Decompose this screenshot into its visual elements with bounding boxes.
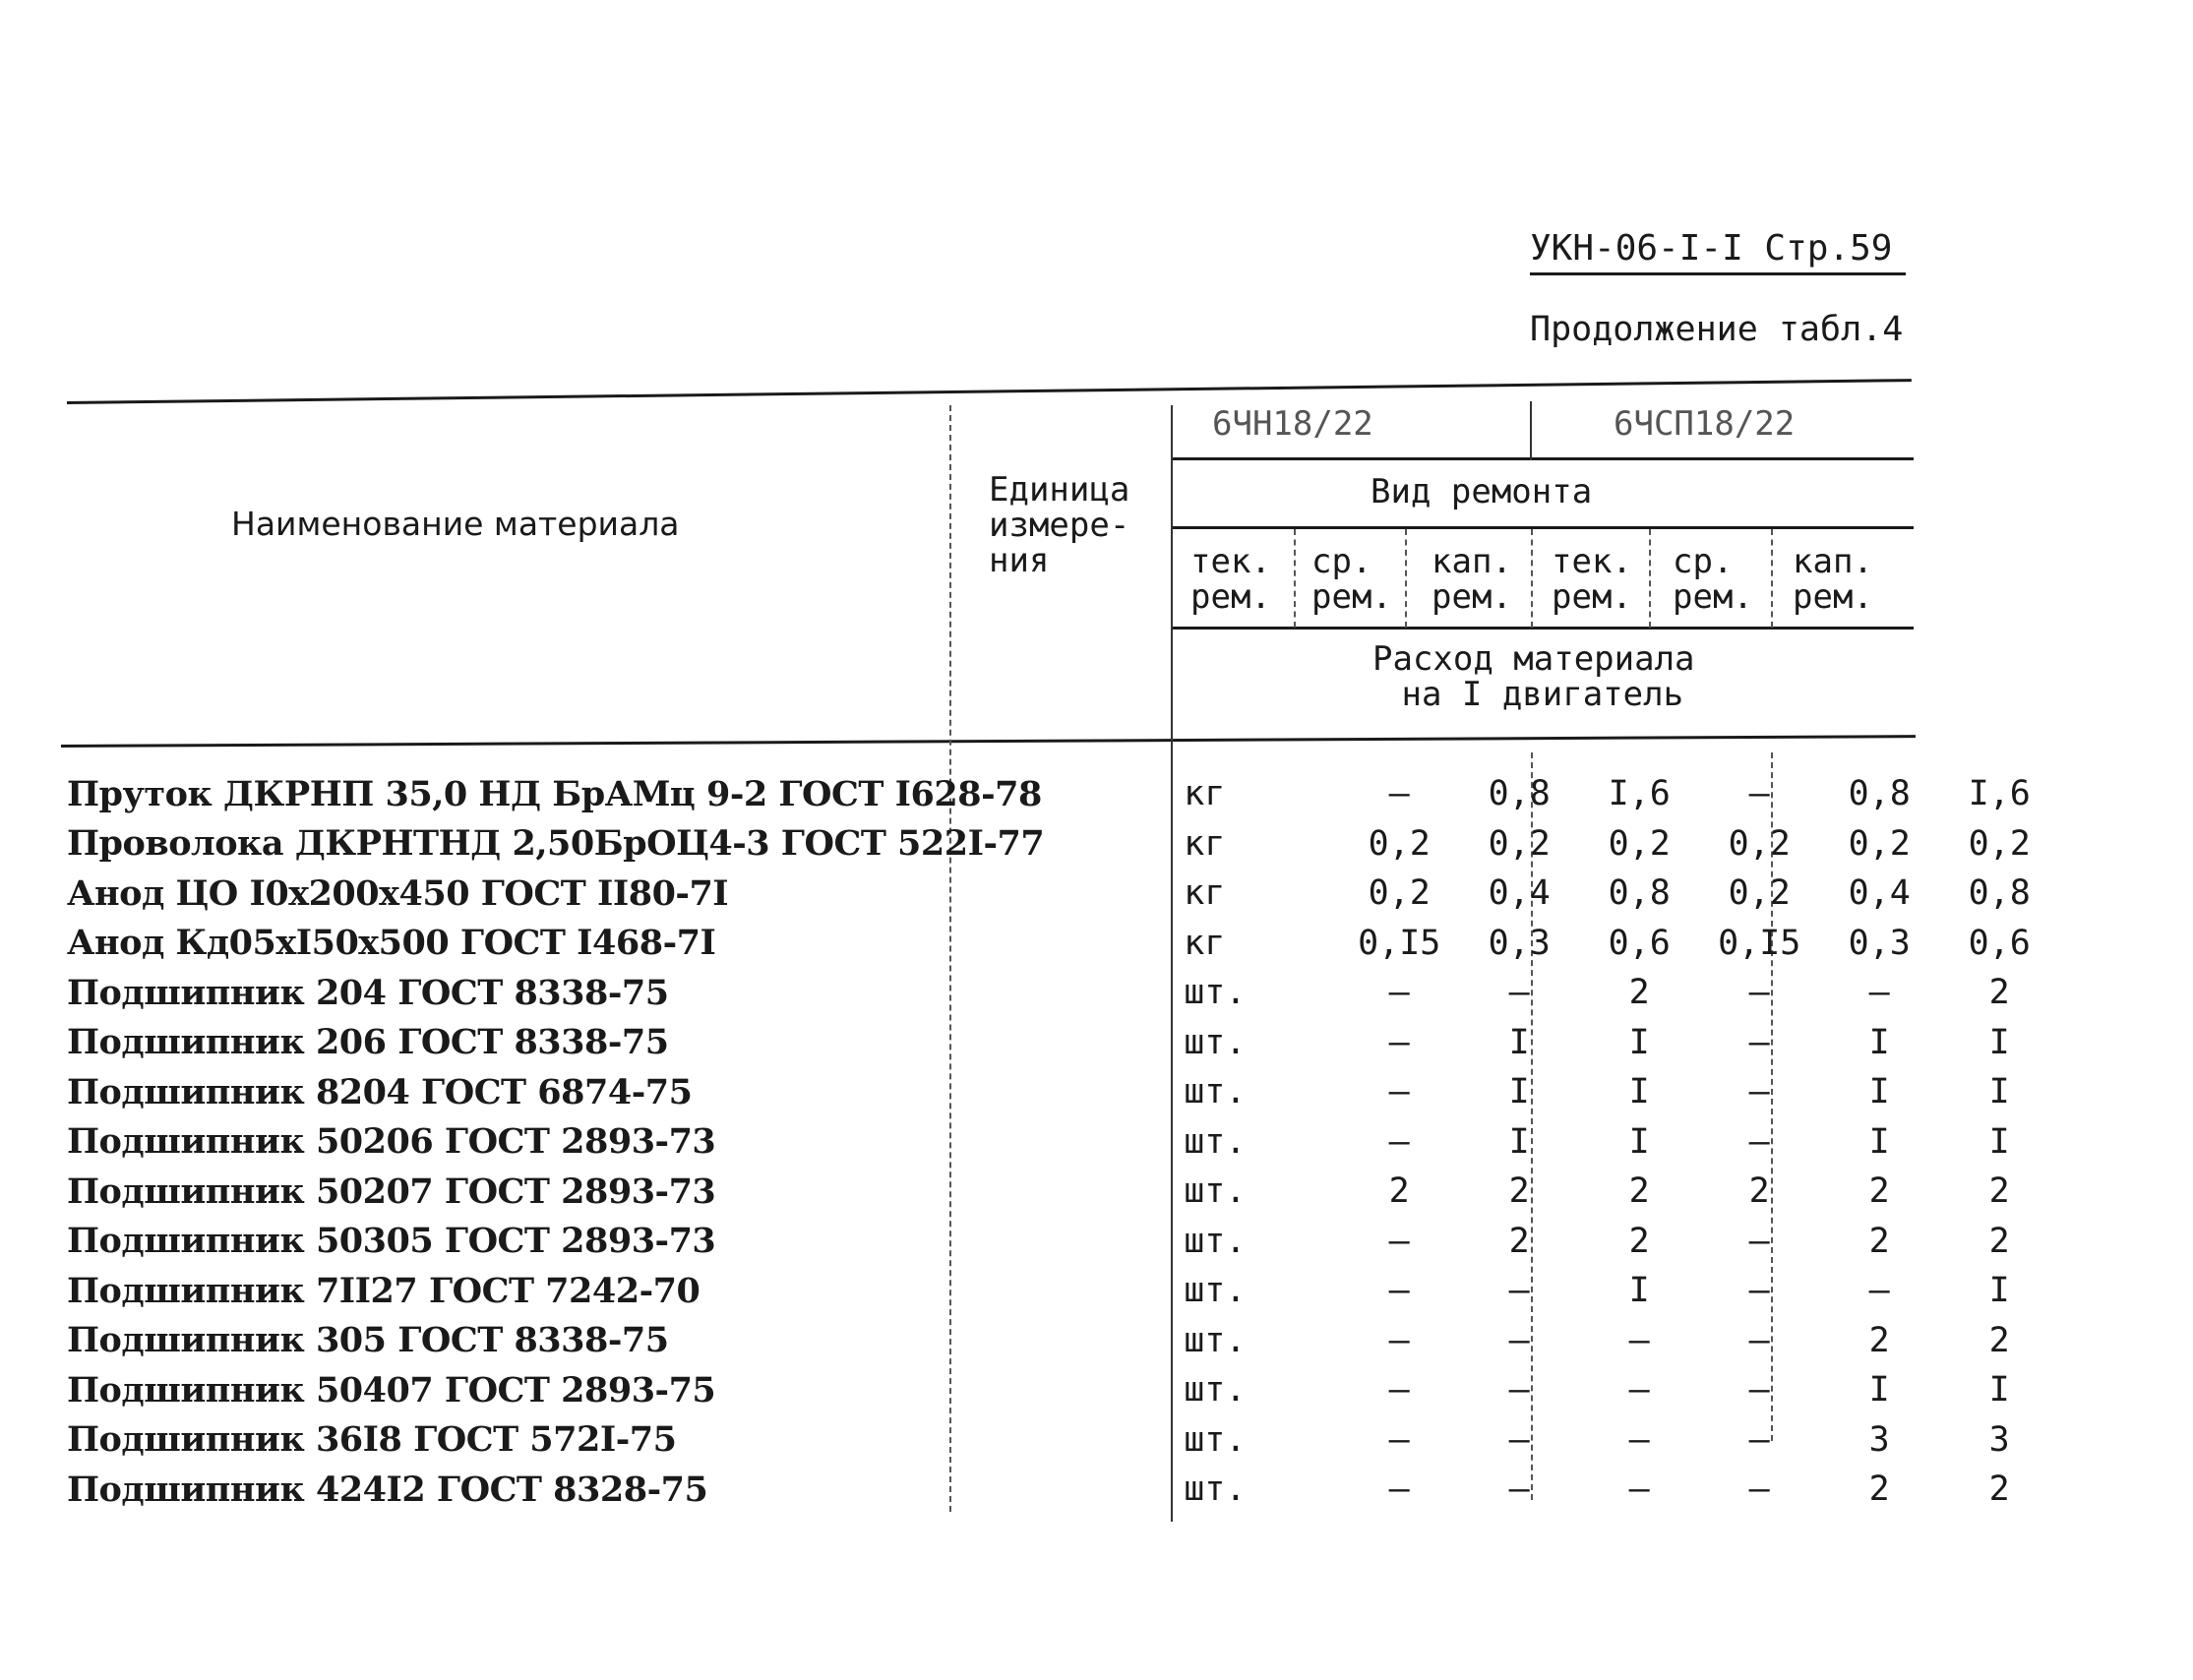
consumption-value-cell: I [1988, 1271, 2010, 1311]
consumption-value-cell: – [1388, 1221, 1410, 1261]
table-top-rule [67, 379, 1912, 404]
unit-cell: шт. [1184, 1271, 1247, 1311]
consumption-value-cell: – [1868, 973, 1890, 1013]
consumption-value-cell: – [1748, 1221, 1770, 1261]
consumption-value-cell: 2 [1868, 1470, 1890, 1510]
consumption-value-cell: 3 [1868, 1419, 1890, 1460]
unit-cell: шт. [1184, 1022, 1247, 1062]
table-continuation-note: Продолжение табл.4 [1530, 310, 1904, 349]
consumption-value-cell: I [1628, 1121, 1650, 1162]
consumption-value-cell: – [1628, 1320, 1650, 1360]
consumption-value-cell: 0,I5 [1358, 923, 1441, 963]
consumption-value-cell: 2 [1868, 1221, 1890, 1261]
unit-header [989, 472, 1129, 578]
material-name-cell: Подшипник 7II27 ГОСТ 7242-70 [67, 1270, 701, 1311]
consumption-value-cell: – [1508, 1470, 1530, 1510]
consumption-value-cell: I [1508, 1072, 1530, 1112]
consumption-value-cell: 2 [1868, 1320, 1890, 1360]
table-row [67, 1217, 2059, 1267]
consumption-header-line-2: на I двигатель [1401, 675, 1684, 714]
table-row [67, 1266, 2059, 1316]
repair-col-6-line-2: рем. [1793, 577, 1873, 617]
repair-col-2-line-1: ср. [1311, 542, 1372, 581]
unit-cell: шт. [1184, 1221, 1247, 1261]
material-name-cell: Подшипник 50407 ГОСТ 2893-75 [67, 1369, 716, 1410]
consumption-value-cell: 2 [1628, 1171, 1650, 1212]
consumption-value-cell: – [1388, 1072, 1410, 1112]
material-name-cell: Подшипник 50305 ГОСТ 2893-73 [67, 1221, 716, 1262]
consumption-value-cell: I [1868, 1370, 1890, 1410]
unit-cell: кг [1184, 823, 1226, 864]
consumption-value-cell: – [1748, 774, 1770, 814]
consumption-value-cell: – [1748, 1271, 1770, 1311]
unit-cell: шт. [1184, 1470, 1247, 1510]
table-row [67, 1018, 2059, 1068]
consumption-value-cell: 2 [1748, 1171, 1770, 1212]
consumption-value-cell: 0,2 [1488, 823, 1551, 864]
unit-cell: шт. [1184, 1419, 1247, 1460]
consumption-value-cell: 2 [1868, 1171, 1890, 1212]
consumption-value-cell: 0,3 [1848, 923, 1911, 963]
repair-col-3-line-1: кап. [1432, 542, 1512, 581]
consumption-value-cell: 2 [1988, 1320, 2010, 1360]
material-name-cell: Подшипник 424I2 ГОСТ 8328-75 [67, 1469, 708, 1510]
consumption-value-cell: 0,8 [1608, 873, 1671, 914]
table-row [67, 869, 2059, 919]
unit-cell: шт. [1184, 1072, 1247, 1112]
repair-type-header: Вид ремонта [1371, 472, 1593, 511]
header-bottom-rule [61, 735, 1916, 748]
material-name-cell: Подшипник 206 ГОСТ 8338-75 [67, 1022, 669, 1063]
consumption-value-cell: I [1628, 1271, 1650, 1311]
unit-cell: кг [1184, 873, 1226, 914]
material-name-header: Наименование материала [231, 505, 680, 543]
repair-type-rule [1171, 526, 1914, 529]
unit-cell: шт. [1184, 1171, 1247, 1212]
unit-cell: шт. [1184, 973, 1247, 1013]
repair-col-1 [1190, 544, 1271, 615]
consumption-value-cell: – [1388, 774, 1410, 814]
unit-header-line-3: ния [989, 541, 1050, 580]
consumption-value-cell: 2 [1628, 1221, 1650, 1261]
repair-col-3-line-2: рем. [1432, 577, 1512, 617]
document-code: УКН-06-I-I Стр.59 [1530, 228, 1906, 275]
consumption-value-cell: – [1388, 1320, 1410, 1360]
consumption-value-cell: 0,6 [1608, 923, 1671, 963]
consumption-value-cell: – [1748, 1121, 1770, 1162]
consumption-value-cell: 0,6 [1968, 923, 2031, 963]
unit-header-line-2: измере- [989, 506, 1130, 545]
consumption-value-cell: – [1388, 1121, 1410, 1162]
col-sep-4 [1649, 529, 1651, 628]
consumption-value-cell: I,6 [1968, 774, 2031, 814]
consumption-value-cell: 0,3 [1488, 923, 1551, 963]
consumption-value-cell: 2 [1988, 973, 2010, 1013]
consumption-value-cell: 2 [1988, 1221, 2010, 1261]
consumption-value-cell: I [1508, 1121, 1530, 1162]
consumption-value-cell: 0,4 [1848, 873, 1911, 914]
consumption-value-cell: I,6 [1608, 774, 1671, 814]
unit-cell: шт. [1184, 1370, 1247, 1410]
consumption-value-cell: – [1508, 1370, 1530, 1410]
material-name-cell: Подшипник 36I8 ГОСТ 572I-75 [67, 1419, 677, 1461]
consumption-value-cell: – [1628, 1470, 1650, 1510]
consumption-header-line-1: Расход материала [1372, 639, 1695, 679]
consumption-value-cell: 0,2 [1848, 823, 1911, 864]
table-row [67, 1316, 2059, 1366]
consumption-value-cell: 0,2 [1728, 823, 1791, 864]
consumption-value-cell: – [1388, 1271, 1410, 1311]
consumption-value-cell: – [1748, 973, 1770, 1013]
repair-col-5-line-1: ср. [1673, 542, 1734, 581]
consumption-value-cell: – [1628, 1370, 1650, 1410]
consumption-value-cell: 2 [1508, 1221, 1530, 1261]
consumption-value-cell: 0,8 [1488, 774, 1551, 814]
repair-col-5 [1673, 544, 1753, 615]
table-row [67, 1167, 2059, 1217]
material-name-cell: Подшипник 8204 ГОСТ 6874-75 [67, 1071, 693, 1112]
material-name-cell: Проволока ДКРНТНД 2,50БрОЦ4-3 ГОСТ 522I-77 [67, 823, 1045, 865]
repair-col-2 [1311, 544, 1392, 615]
unit-header-line-1: Единица [989, 470, 1130, 510]
consumption-value-cell: 0,8 [1848, 774, 1911, 814]
unit-cell: кг [1184, 774, 1226, 814]
consumption-value-cell: 2 [1988, 1171, 2010, 1212]
material-name-cell: Пруток ДКРНП 35,0 НД БрАМц 9-2 ГОСТ I628-78 [67, 773, 1042, 814]
table-row [67, 769, 2059, 819]
repair-col-4 [1552, 544, 1632, 615]
consumption-value-cell: – [1748, 1470, 1770, 1510]
col-sep-1 [1294, 529, 1296, 628]
material-name-cell: Анод Кд05хI50х500 ГОСТ I468-7I [67, 923, 716, 964]
consumption-value-cell: 0,8 [1968, 873, 2031, 914]
table-row [67, 1365, 2059, 1415]
engine-separator-line [1530, 401, 1532, 460]
consumption-value-cell: – [1508, 1320, 1530, 1360]
consumption-value-cell: 0,2 [1368, 823, 1431, 864]
repair-col-6-line-1: кап. [1793, 542, 1873, 581]
repair-col-1-line-2: рем. [1190, 577, 1271, 617]
consumption-value-cell: – [1628, 1419, 1650, 1460]
table-row [67, 819, 2059, 870]
consumption-value-cell: – [1388, 1370, 1410, 1410]
consumption-value-cell: I [1868, 1022, 1890, 1062]
consumption-value-cell: – [1508, 973, 1530, 1013]
consumption-value-cell: 2 [1628, 973, 1650, 1013]
material-name-cell: Подшипник 204 ГОСТ 8338-75 [67, 972, 669, 1013]
consumption-value-cell: – [1748, 1320, 1770, 1360]
consumption-value-cell: I [1628, 1072, 1650, 1112]
repair-col-5-line-2: рем. [1673, 577, 1753, 617]
consumption-value-cell: 0,2 [1608, 823, 1671, 864]
consumption-value-cell: – [1508, 1419, 1530, 1460]
engine-header-rule [1171, 457, 1914, 460]
consumption-value-cell: – [1748, 1419, 1770, 1460]
table-row [67, 1117, 2059, 1168]
consumption-value-cell: I [1988, 1370, 2010, 1410]
unit-cell: шт. [1184, 1320, 1247, 1360]
unit-cell: кг [1184, 923, 1226, 963]
repair-col-1-line-1: тек. [1190, 542, 1271, 581]
consumption-value-cell: 3 [1988, 1419, 2010, 1460]
table-row [67, 968, 2059, 1018]
table-row [67, 919, 2059, 969]
consumption-value-cell: I [1868, 1121, 1890, 1162]
consumption-value-cell: I [1868, 1072, 1890, 1112]
consumption-value-cell: – [1508, 1271, 1530, 1311]
material-name-cell: Подшипник 305 ГОСТ 8338-75 [67, 1320, 669, 1361]
engine-2-header: 6ЧСП18/22 [1614, 404, 1796, 444]
table-row [67, 1067, 2059, 1117]
material-name-cell: Подшипник 50207 ГОСТ 2893-73 [67, 1170, 716, 1212]
col-sep-2 [1405, 529, 1407, 628]
repair-cols-rule [1171, 627, 1914, 630]
consumption-value-cell: 2 [1508, 1171, 1530, 1212]
consumption-value-cell: I [1988, 1121, 2010, 1162]
repair-col-4-line-1: тек. [1552, 542, 1632, 581]
consumption-value-cell: 0,2 [1728, 873, 1791, 914]
consumption-value-cell: I [1508, 1022, 1530, 1062]
consumption-value-cell: – [1748, 1022, 1770, 1062]
materials-table [67, 769, 2059, 1515]
material-name-cell: Анод ЦО I0х200х450 ГОСТ II80-7I [67, 872, 729, 914]
consumption-value-cell: – [1748, 1370, 1770, 1410]
repair-col-3 [1432, 544, 1512, 615]
col-sep-5 [1771, 529, 1773, 628]
engine-1-header: 6ЧН18/22 [1212, 404, 1373, 444]
consumption-value-cell: – [1388, 973, 1410, 1013]
consumption-value-cell: I [1628, 1022, 1650, 1062]
consumption-value-cell: 2 [1988, 1470, 2010, 1510]
consumption-value-cell: I [1988, 1022, 2010, 1062]
repair-col-2-line-2: рем. [1311, 577, 1392, 617]
table-row [67, 1465, 2059, 1515]
consumption-header [1372, 641, 1695, 712]
table-row [67, 1415, 2059, 1466]
material-name-cell: Подшипник 50206 ГОСТ 2893-73 [67, 1121, 716, 1163]
materials-table-body [67, 769, 2059, 1515]
consumption-value-cell: I [1988, 1072, 2010, 1112]
consumption-value-cell: 0,I5 [1718, 923, 1801, 963]
consumption-value-cell: – [1388, 1022, 1410, 1062]
consumption-value-cell: – [1388, 1419, 1410, 1460]
consumption-value-cell: – [1868, 1271, 1890, 1311]
consumption-value-cell: 0,2 [1968, 823, 2031, 864]
consumption-value-cell: 0,2 [1368, 873, 1431, 914]
repair-col-6 [1793, 544, 1873, 615]
col-sep-3 [1531, 529, 1533, 628]
consumption-value-cell: 2 [1388, 1171, 1410, 1212]
consumption-value-cell: 0,4 [1488, 873, 1551, 914]
unit-cell: шт. [1184, 1121, 1247, 1162]
consumption-value-cell: – [1388, 1470, 1410, 1510]
consumption-value-cell: – [1748, 1072, 1770, 1112]
repair-col-4-line-2: рем. [1552, 577, 1632, 617]
